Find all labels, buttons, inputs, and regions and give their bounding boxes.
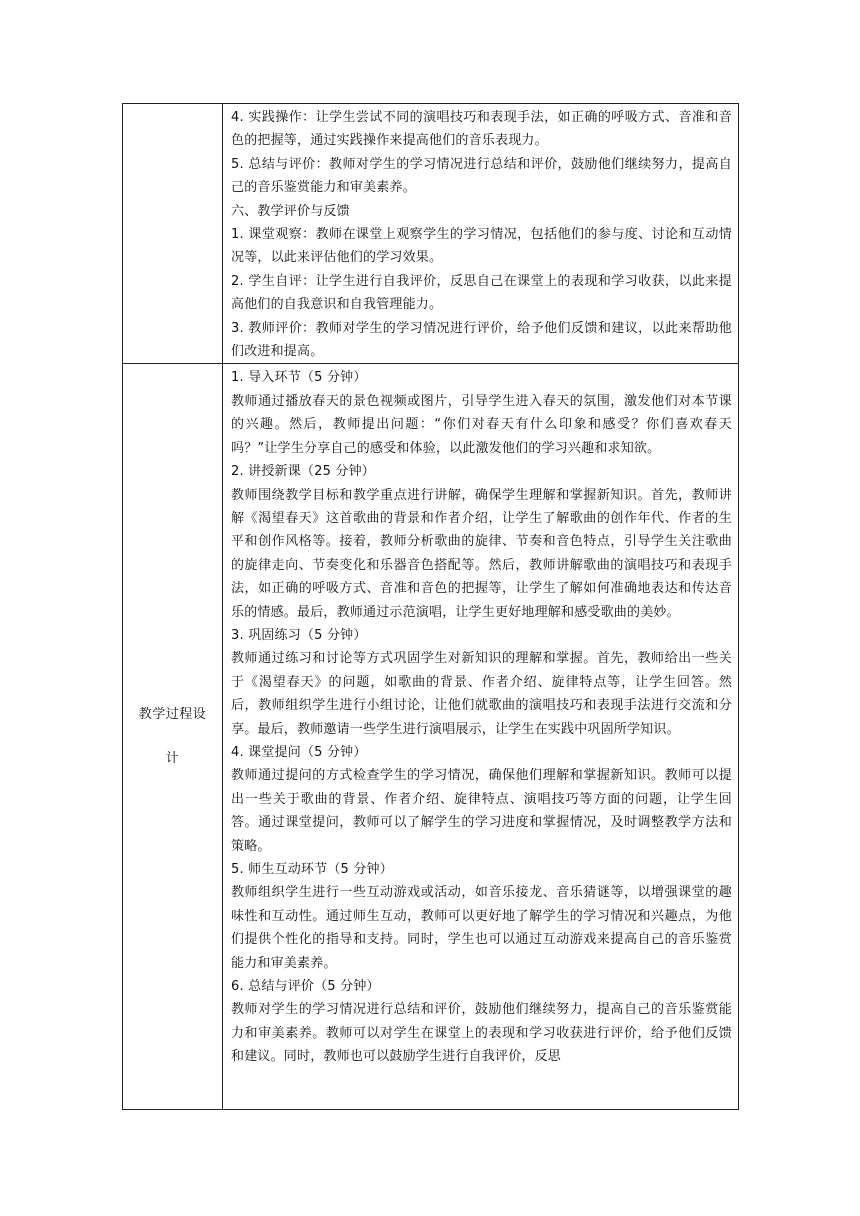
row-label: 教学过程设计 xyxy=(138,706,207,766)
lesson-plan-table xyxy=(122,103,739,1110)
paragraph: 教师围绕教学目标和教学重点进行讲解，确保学生理解和掌握新知识。首先，教师讲解《渴望春天》这首歌曲的背景和作者介绍，让学生了解歌曲的创作年代、作者的生平和创作风格等。接着，教师分析歌曲的旋律、节奏和音色特点，引导学生关注歌曲的旋律走向、节奏变化和乐器音色搭配等。然后，教师讲解歌曲的演唱技巧和表现手法，如正确的呼吸方式、音准和音色的把握等，让学生了解如何准确地表达和传达音乐的情感。最后，教师通过示范演唱，让学生更好地理解和感受歌曲的美妙。 xyxy=(231,487,732,620)
step-heading: 3. 巩固练习（5 分钟） xyxy=(231,627,367,643)
paragraph: 2. 学生自评：让学生进行自我评价，反思自己在课堂上的表现和学习收获，以此来提高他们的自我意识和自我管理能力。 xyxy=(231,273,732,313)
paragraph: 1. 课堂观察：教师在课堂上观察学生的学习情况，包括他们的参与度、讨论和互动情况等，以此来评估他们的学习效果。 xyxy=(231,227,732,266)
step-heading: 5. 师生互动环节（5 分钟） xyxy=(231,862,393,877)
section-heading: 六、教学评价与反馈 xyxy=(231,203,350,219)
table-row-evaluation xyxy=(123,104,739,364)
paragraph: 教师通过练习和讨论等方式巩固学生对新知识的理解和掌握。首先，教师给出一些关于《渴望春天》的问题，如歌曲的背景、作者介绍、旋律特点等，让学生回答。然后，教师组织学生进行小组讨论，让他们就歌曲的演唱技巧和表现手法进行交流和分享。最后，教师邀请一些学生进行演唱展示，让学生在实践中巩固所学知识。 xyxy=(231,651,732,737)
paragraph: 教师通过提问的方式检查学生的学习情况，确保他们理解和掌握新知识。教师可以提出一些关于歌曲的背景、作者介绍、旋律特点、演唱技巧等方面的问题，让学生回答。通过课堂提问，教师可以了解学生的学习进度和掌握情况，及时调整教学方法和策略。 xyxy=(231,768,732,854)
step-heading: 4. 课堂提问（5 分钟） xyxy=(231,744,367,760)
row-label-cell xyxy=(123,364,223,1110)
paragraph: 3. 教师评价：教师对学生的学习情况进行评价，给予他们反馈和建议，以此来帮助他们改进和提高。 xyxy=(231,320,732,360)
paragraph: 教师组织学生进行一些互动游戏或活动，如音乐接龙、音乐猜谜等，以增强课堂的趣味性和互动性。通过师生互动，教师可以更好地了解学生的学习情况和兴趣点，为他们提供个性化的指导和支持。同时，学生也可以通过互动游戏来提高自己的音乐鉴赏能力和审美素养。 xyxy=(231,885,732,971)
step-heading: 6. 总结与评价（5 分钟） xyxy=(231,979,380,995)
row-content-cell xyxy=(223,104,739,364)
paragraph: 5. 总结与评价：教师对学生的学习情况进行总结和评价，鼓励他们继续努力，提高自己的音乐鉴赏能力和审美素养。 xyxy=(231,156,732,196)
table-row-teaching-process xyxy=(123,364,739,1110)
step-heading: 1. 导入环节（5 分钟） xyxy=(231,370,367,386)
row-label-cell xyxy=(123,104,223,364)
paragraph: 4. 实践操作：让学生尝试不同的演唱技巧和表现手法，如正确的呼吸方式、音准和音色的把握等，通过实践操作来提高他们的音乐表现力。 xyxy=(231,110,732,149)
step-heading: 2. 讲授新课（25 分钟） xyxy=(231,464,376,480)
paragraph: 教师对学生的学习情况进行总结和评价，鼓励他们继续努力，提高自己的音乐鉴赏能力和审美素养。教师可以对学生在课堂上的表现和学习收获进行评价，给予他们反馈和建议。同时，教师也可以鼓励学生进行自我评价，反思 xyxy=(231,1002,732,1065)
paragraph: 教师通过播放春天的景色视频或图片，引导学生进入春天的氛围，激发他们对本节课的兴趣。然后，教师提出问题：“你们对春天有什么印象和感受？你们喜欢春天吗？”让学生分享自己的感受和体验，以此激发他们的学习兴趣和求知欲。 xyxy=(231,393,732,456)
row-content-cell xyxy=(223,364,739,1110)
